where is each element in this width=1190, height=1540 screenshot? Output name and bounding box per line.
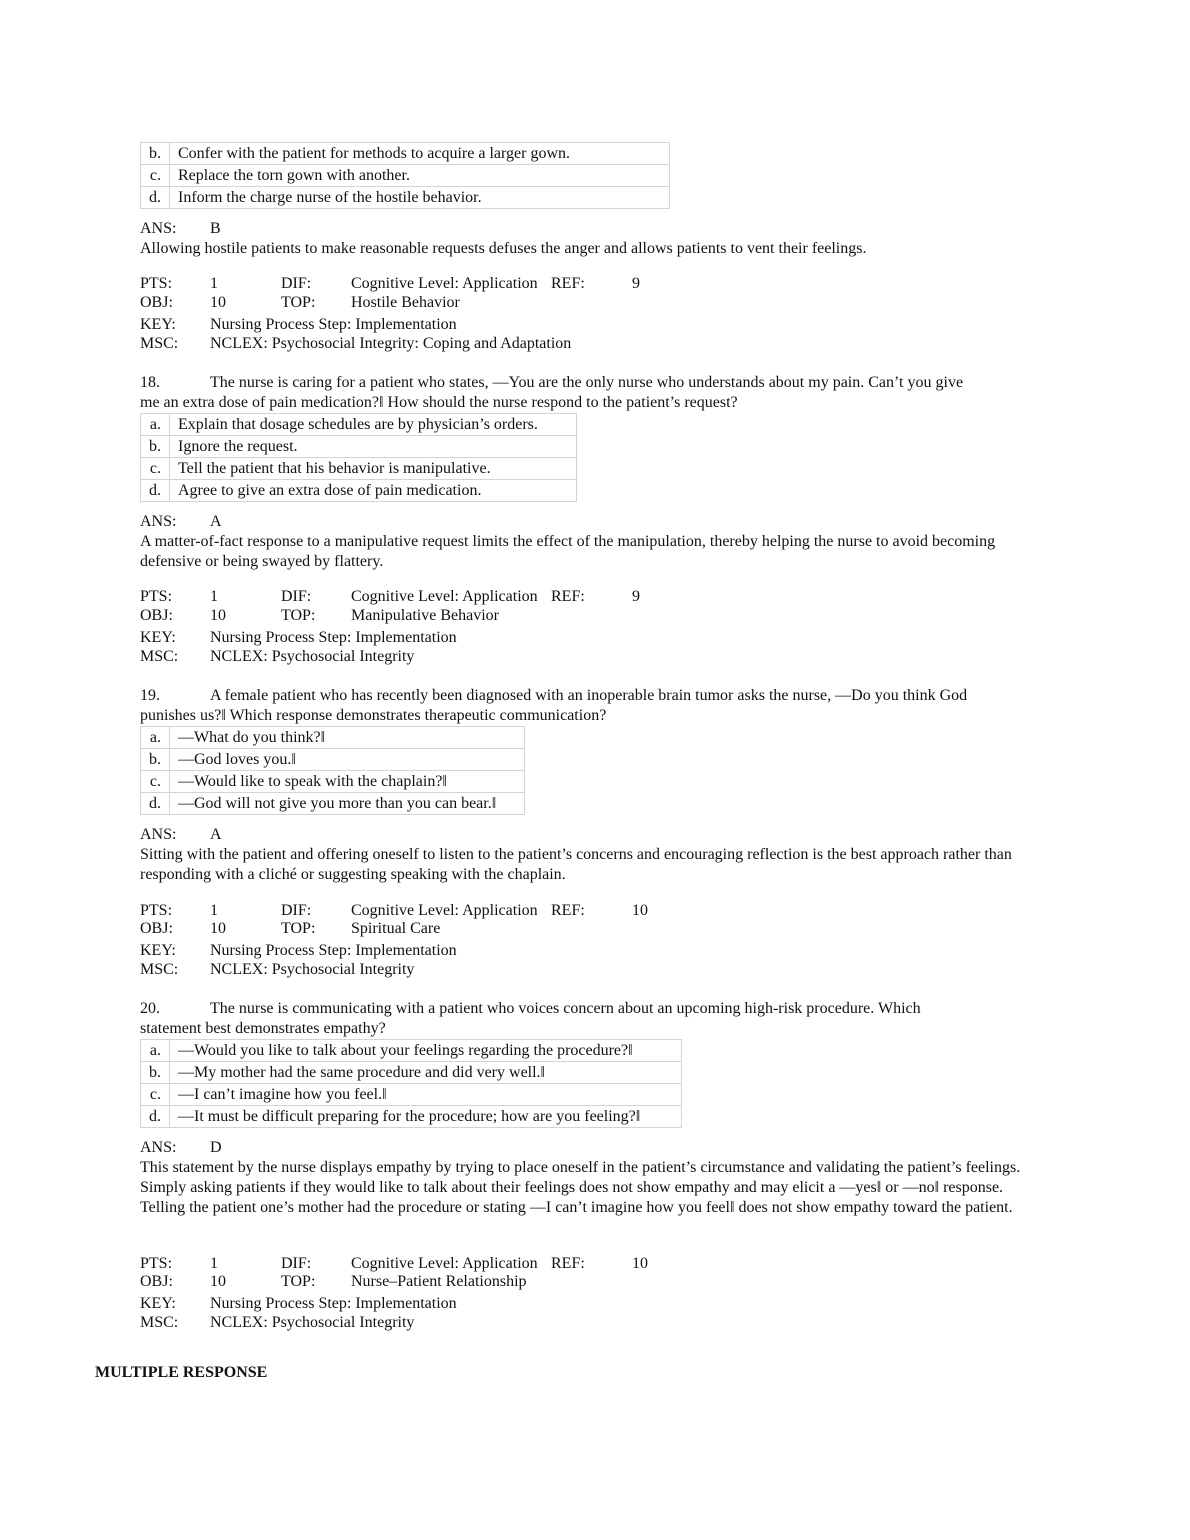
option-text: Explain that dosage schedules are by physician’s orders. [170,414,577,436]
option-row [141,727,525,749]
option-row [141,143,670,165]
key-label: KEY: [140,1295,176,1312]
question-stem-line-2: punishes us?‖ Which response demonstrates therapeutic communication? [140,707,607,724]
obj-value: 10 [210,607,226,624]
option-letter: d. [141,480,170,502]
dif-label: DIF: [281,902,312,919]
question-stem-line-2: me an extra dose of pain medication?‖ How should the nurse respond to the patient’s request? [140,394,738,411]
q20-options-table [140,1039,682,1128]
ref-label: REF: [551,275,585,292]
pts-value: 1 [210,588,218,605]
obj-label: OBJ: [140,1273,173,1290]
answer-value: D [210,1139,222,1156]
question-number: 18. [140,374,160,391]
option-letter: b. [141,436,170,458]
option-row [141,436,577,458]
msc-value: NCLEX: Psychosocial Integrity: Coping and Adaptation [210,335,572,352]
question-number: 20. [140,1000,160,1017]
top-label: TOP: [281,1273,316,1290]
option-letter: b. [141,143,170,165]
rationale: This statement by the nurse displays empathy by trying to place oneself in the patient’s circumstance and validating the patient’s feelings. Simply asking patients if they would like to talk about their feelings does not show empathy and may elicit a ―yes‖ or ―no‖ response. Telling the patient one’s mother had the procedure or stating ―I can’t imagine how you feel‖ does not show empathy toward the patient. [140,1159,1021,1216]
option-row [141,749,525,771]
q18-options-table [140,413,577,502]
dif-value: Cognitive Level: Application [351,275,538,292]
option-letter: c. [141,771,170,793]
question-stem-line-2: statement best demonstrates empathy? [140,1020,386,1037]
option-row [141,1040,682,1062]
ref-value: 9 [632,588,640,605]
option-text: ―God will not give you more than you can bear.‖ [170,793,525,815]
top-label: TOP: [281,920,316,937]
answer-label: ANS: [140,513,177,530]
option-text: Inform the charge nurse of the hostile behavior. [170,187,670,209]
option-letter: a. [141,727,170,749]
msc-label: MSC: [140,961,179,978]
key-label: KEY: [140,316,176,333]
pts-label: PTS: [140,902,173,919]
option-text: ―Would like to speak with the chaplain?‖ [170,771,525,793]
option-text: ―It must be difficult preparing for the procedure; how are you feeling?‖ [170,1106,682,1128]
dif-label: DIF: [281,588,312,605]
option-letter: c. [141,165,170,187]
obj-label: OBJ: [140,607,173,624]
option-row [141,458,577,480]
msc-value: NCLEX: Psychosocial Integrity [210,648,415,665]
pts-value: 1 [210,902,218,919]
option-letter: c. [141,1084,170,1106]
option-text: ―My mother had the same procedure and did very well.‖ [170,1062,682,1084]
option-row [141,1084,682,1106]
msc-value: NCLEX: Psychosocial Integrity [210,1314,415,1331]
option-row [141,480,577,502]
msc-value: NCLEX: Psychosocial Integrity [210,961,415,978]
option-row [141,771,525,793]
option-row [141,187,670,209]
option-text: Agree to give an extra dose of pain medication. [170,480,577,502]
question-stem-line-1: The nurse is caring for a patient who states, ―You are the only nurse who understands about my pain. Can’t you give [210,374,964,391]
key-value: Nursing Process Step: Implementation [210,1295,457,1312]
q19-options-table [140,726,525,815]
answer-label: ANS: [140,1139,177,1156]
option-text: Tell the patient that his behavior is manipulative. [170,458,577,480]
option-letter: b. [141,1062,170,1084]
question-number: 19. [140,687,160,704]
key-value: Nursing Process Step: Implementation [210,629,457,646]
option-text: Replace the torn gown with another. [170,165,670,187]
obj-value: 10 [210,1273,226,1290]
key-label: KEY: [140,629,176,646]
rationale: A matter-of-fact response to a manipulative request limits the effect of the manipulation, thereby helping the nurse to avoid becoming defensive or being swayed by flattery. [140,533,996,570]
answer-value: A [210,826,222,843]
pts-label: PTS: [140,275,173,292]
key-label: KEY: [140,942,176,959]
option-letter: a. [141,414,170,436]
obj-value: 10 [210,294,226,311]
ref-label: REF: [551,588,585,605]
answer-label: ANS: [140,826,177,843]
option-text: ―I can’t imagine how you feel.‖ [170,1084,682,1106]
option-row [141,165,670,187]
top-value: Spiritual Care [351,920,441,937]
pts-label: PTS: [140,588,173,605]
top-value: Manipulative Behavior [351,607,499,624]
top-label: TOP: [281,607,316,624]
obj-label: OBJ: [140,294,173,311]
section-heading: MULTIPLE RESPONSE [95,1364,268,1381]
pts-value: 1 [210,275,218,292]
option-letter: d. [141,1106,170,1128]
rationale: Allowing hostile patients to make reasonable requests defuses the anger and allows patients to vent their feelings. [140,240,867,257]
ref-value: 9 [632,275,640,292]
rationale: Sitting with the patient and offering oneself to listen to the patient’s concerns and encouraging reflection is the best approach rather than responding with a cliché or suggesting speaking with the chaplain. [140,846,1012,883]
option-row [141,1062,682,1084]
obj-label: OBJ: [140,920,173,937]
option-letter: d. [141,793,170,815]
question-stem-line-1: A female patient who has recently been diagnosed with an inoperable brain tumor asks the nurse, ―Do you think God [210,687,968,704]
dif-value: Cognitive Level: Application [351,902,538,919]
answer-label: ANS: [140,220,177,237]
option-text: ―What do you think?‖ [170,727,525,749]
option-text: ―God loves you.‖ [170,749,525,771]
pts-value: 1 [210,1255,218,1272]
question-stem-line-1: The nurse is communicating with a patient who voices concern about an upcoming high-risk procedure. Which [210,1000,921,1017]
top-label: TOP: [281,294,316,311]
ref-value: 10 [632,1255,648,1272]
option-text: Confer with the patient for methods to acquire a larger gown. [170,143,670,165]
top-value: Nurse–Patient Relationship [351,1273,527,1290]
ref-label: REF: [551,1255,585,1272]
top-value: Hostile Behavior [351,294,460,311]
key-value: Nursing Process Step: Implementation [210,316,457,333]
msc-label: MSC: [140,1314,179,1331]
key-value: Nursing Process Step: Implementation [210,942,457,959]
dif-value: Cognitive Level: Application [351,588,538,605]
option-text: ―Would you like to talk about your feelings regarding the procedure?‖ [170,1040,682,1062]
answer-value: A [210,513,222,530]
ref-value: 10 [632,902,648,919]
obj-value: 10 [210,920,226,937]
msc-label: MSC: [140,648,179,665]
option-row [141,1106,682,1128]
option-letter: b. [141,749,170,771]
msc-label: MSC: [140,335,179,352]
option-row [141,414,577,436]
ref-label: REF: [551,902,585,919]
option-text: Ignore the request. [170,436,577,458]
dif-label: DIF: [281,275,312,292]
dif-label: DIF: [281,1255,312,1272]
option-letter: d. [141,187,170,209]
dif-value: Cognitive Level: Application [351,1255,538,1272]
q17-options-table [140,142,670,209]
option-row [141,793,525,815]
option-letter: c. [141,458,170,480]
answer-value: B [210,220,221,237]
option-letter: a. [141,1040,170,1062]
pts-label: PTS: [140,1255,173,1272]
